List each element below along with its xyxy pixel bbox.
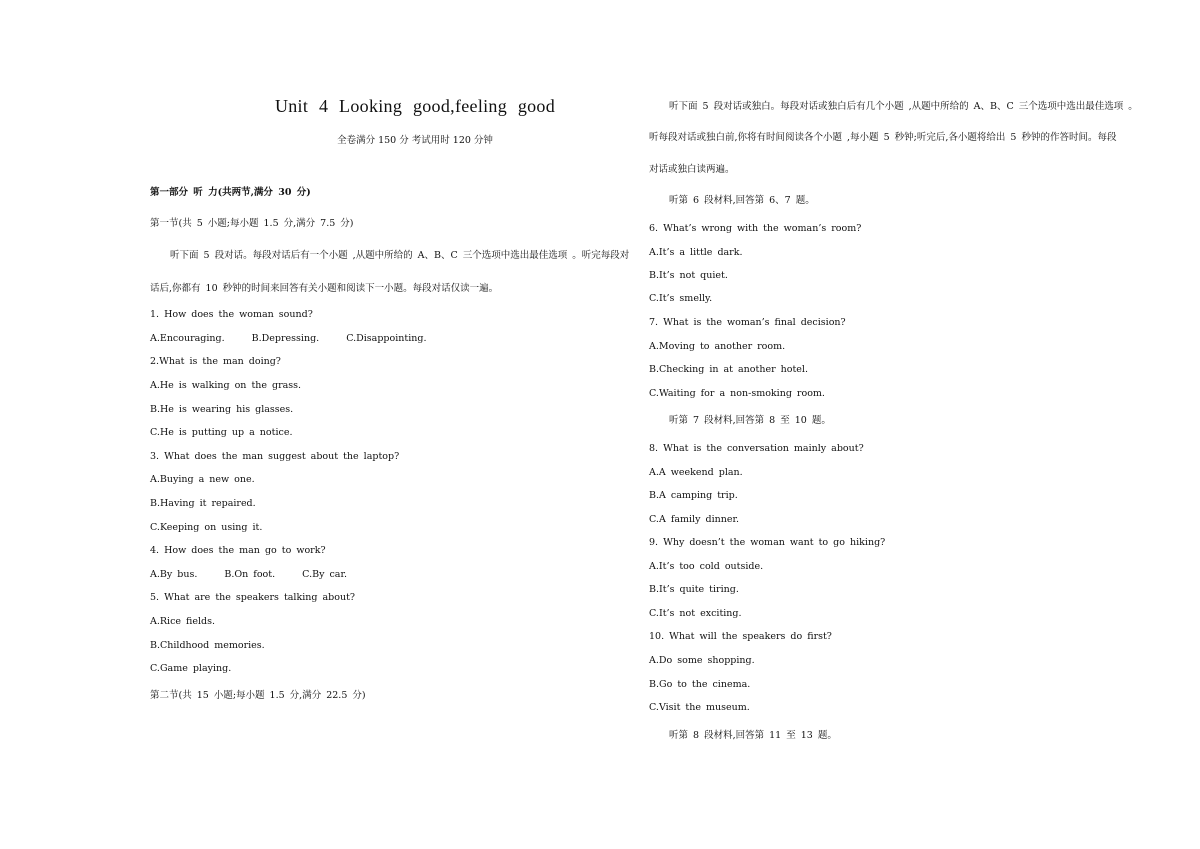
question-9: 9. Why doesn’t the woman want to go hiking? — [649, 537, 886, 548]
part1-heading: 第一部分 听 力(共两节,满分 30 分) — [150, 187, 311, 198]
material-7-intro: 听第 7 段材料,回答第 8 至 10 题。 — [669, 415, 831, 426]
question-8: 8. What is the conversation mainly about? — [649, 443, 864, 454]
option: A.Buying a new one. — [150, 474, 255, 485]
option: C.It’s not exciting. — [649, 608, 742, 619]
option: B.On foot. — [224, 569, 276, 580]
option: A.Do some shopping. — [649, 655, 755, 666]
question-3: 3. What does the man suggest about the laptop? — [150, 451, 400, 462]
question-10: 10. What will the speakers do first? — [649, 631, 832, 642]
option: A.It’s a little dark. — [649, 247, 743, 258]
option: C.By car. — [302, 569, 347, 580]
option: B.He is wearing his glasses. — [150, 404, 294, 415]
option: B.Depressing. — [251, 333, 320, 344]
option: C.Waiting for a non-smoking room. — [649, 388, 825, 399]
option: A.Moving to another room. — [649, 341, 786, 352]
question-7: 7. What is the woman’s final decision? — [649, 317, 846, 328]
option: B.Childhood memories. — [150, 640, 265, 651]
question-4: 4. How does the man go to work? — [150, 545, 326, 556]
question-1: 1. How does the woman sound? — [150, 309, 313, 320]
question-4-options — [150, 568, 369, 582]
page-title: Unit 4 Looking good,feeling good — [274, 96, 556, 116]
option: A.It’s too cold outside. — [649, 561, 764, 572]
exam-info: 全卷满分 150 分 考试用时 120 分钟 — [337, 135, 493, 146]
option: C.Keeping on using it. — [150, 522, 263, 533]
material-6-intro: 听第 6 段材料,回答第 6、7 题。 — [669, 195, 815, 206]
option: B.A camping trip. — [649, 490, 738, 501]
option: C.It’s smelly. — [649, 293, 713, 304]
section2-instructions-line2: 听每段对话或独白前,你将有时间阅读各个小题 ,每小题 5 秒钟;听完后,各小题将给出 5 秒钟的作答时间。每段 — [649, 132, 1117, 143]
option: C.Disappointing. — [346, 333, 427, 344]
section2-instructions-line3: 对话或独白读两遍。 — [649, 164, 735, 175]
option: C.Game playing. — [150, 663, 232, 674]
option: C.Visit the museum. — [649, 702, 750, 713]
section1-instructions-line2: 话后,你都有 10 秒钟的时间来回答有关小题和阅读下一小题。每段对话仅读一遍。 — [150, 283, 499, 294]
section2-heading: 第二节(共 15 小题;每小题 1.5 分,满分 22.5 分) — [150, 690, 366, 701]
question-5: 5. What are the speakers talking about? — [150, 592, 355, 603]
material-8-intro: 听第 8 段材料,回答第 11 至 13 题。 — [669, 730, 837, 741]
section1-heading: 第一节(共 5 小题;每小题 1.5 分,满分 7.5 分) — [150, 218, 354, 229]
option: A.Rice fields. — [150, 616, 216, 627]
section1-instructions-line1: 听下面 5 段对话。每段对话后有一个小题 ,从题中所给的 A、B、C 三个选项中选出最佳选项 。听完每段对 — [170, 250, 630, 261]
question-6: 6. What’s wrong with the woman’s room? — [649, 223, 862, 234]
option: B.It’s not quiet. — [649, 270, 728, 281]
option: A.By bus. — [150, 569, 198, 580]
option: C.He is putting up a notice. — [150, 427, 293, 438]
question-2: 2.What is the man doing? — [150, 356, 281, 367]
section2-instructions-line1: 听下面 5 段对话或独白。每段对话或独白后有几个小题 ,从题中所给的 A、B、C 三个选项中选出最佳选项 。 — [669, 101, 1138, 112]
option: B.Checking in at another hotel. — [649, 364, 808, 375]
question-1-options — [150, 332, 448, 346]
option: A.A weekend plan. — [649, 467, 743, 478]
option: B.Having it repaired. — [150, 498, 256, 509]
option: A.He is walking on the grass. — [150, 380, 302, 391]
option: B.It’s quite tiring. — [649, 584, 739, 595]
option: B.Go to the cinema. — [649, 679, 751, 690]
option: A.Encouraging. — [150, 333, 225, 344]
option: C.A family dinner. — [649, 514, 739, 525]
